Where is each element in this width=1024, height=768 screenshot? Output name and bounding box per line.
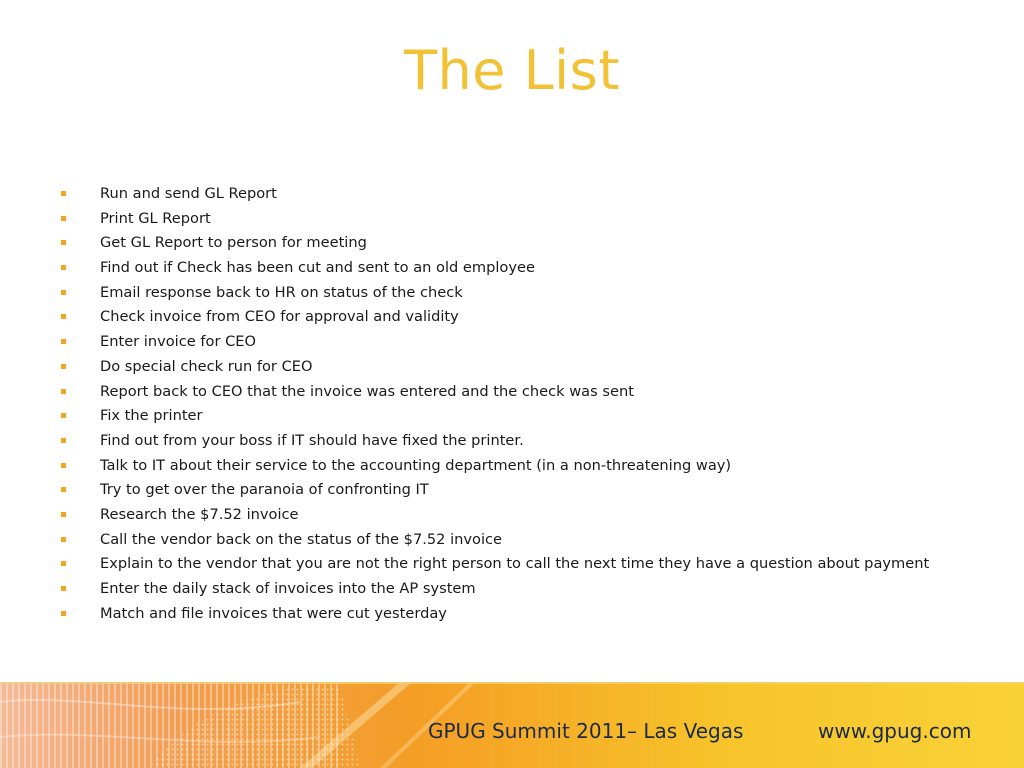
footer-url: www.gpug.com	[818, 719, 972, 743]
list-item-text: Match and file invoices that were cut yesterday	[100, 604, 447, 622]
list-item	[60, 283, 940, 303]
list-item-text: Fix the printer	[100, 407, 203, 425]
list-item-text: Try to get over the paranoia of confronting IT	[100, 481, 429, 499]
list-item-text: Do special check run for CEO	[100, 357, 313, 375]
list-item-text: Explain to the vendor that you are not the right person to call the next time they have a question about payment	[100, 555, 930, 573]
bullet-icon	[61, 339, 66, 344]
list-item-text: Talk to IT about their service to the accounting department (in a non-threatening way)	[100, 456, 732, 474]
bullet-list	[60, 184, 940, 628]
list-item	[60, 456, 940, 476]
list-item-text: Print GL Report	[100, 209, 211, 227]
bullet-icon	[61, 438, 66, 443]
bullet-icon	[61, 463, 66, 468]
list-item	[60, 530, 940, 550]
list-item-text: Find out if Check has been cut and sent to an old employee	[100, 259, 535, 277]
bullet-icon	[61, 265, 66, 270]
list-item	[60, 233, 940, 253]
bullet-icon	[61, 314, 66, 319]
list-item-text: Email response back to HR on status of the check	[100, 283, 463, 301]
list-item	[60, 604, 940, 624]
bullet-icon	[61, 413, 66, 418]
bullet-icon	[61, 586, 66, 591]
footer-event-title: GPUG Summit 2011– Las Vegas	[428, 719, 744, 743]
bullet-icon	[61, 216, 66, 221]
bullet-icon	[61, 512, 66, 517]
bullet-icon	[61, 364, 66, 369]
bullet-icon	[61, 389, 66, 394]
list-item	[60, 184, 940, 204]
list-item	[60, 406, 940, 426]
list-item-text: Run and send GL Report	[100, 185, 277, 202]
list-item	[60, 431, 940, 451]
bullet-icon	[61, 611, 66, 616]
list-item-text: Report back to CEO that the invoice was entered and the check was sent	[100, 382, 634, 400]
list-item	[60, 357, 940, 377]
list-item-text: Enter invoice for CEO	[100, 333, 256, 351]
list-item-text: Get GL Report to person for meeting	[100, 234, 367, 252]
list-item	[60, 332, 940, 352]
list-item-text: Call the vendor back on the status of the $7.52 invoice	[100, 530, 503, 548]
bullet-icon	[61, 487, 66, 492]
list-item	[60, 382, 940, 402]
list-item	[60, 505, 940, 525]
list-item	[60, 579, 940, 599]
list-item-text: Research the $7.52 invoice	[100, 505, 299, 523]
list-item-text: Check invoice from CEO for approval and validity	[100, 308, 459, 326]
bullet-icon	[61, 191, 66, 196]
list-item	[60, 209, 940, 229]
list-item	[60, 258, 940, 278]
list-item	[60, 554, 940, 574]
list-item	[60, 480, 940, 500]
list-item	[60, 307, 940, 327]
bullet-icon	[61, 290, 66, 295]
list-item-text: Find out from your boss if IT should have fixed the printer.	[100, 431, 524, 449]
bullet-icon	[61, 561, 66, 566]
bullet-icon	[61, 537, 66, 542]
list-item-text: Enter the daily stack of invoices into the AP system	[100, 580, 476, 597]
bullet-icon	[61, 240, 66, 245]
slide-title: The List	[404, 39, 620, 102]
